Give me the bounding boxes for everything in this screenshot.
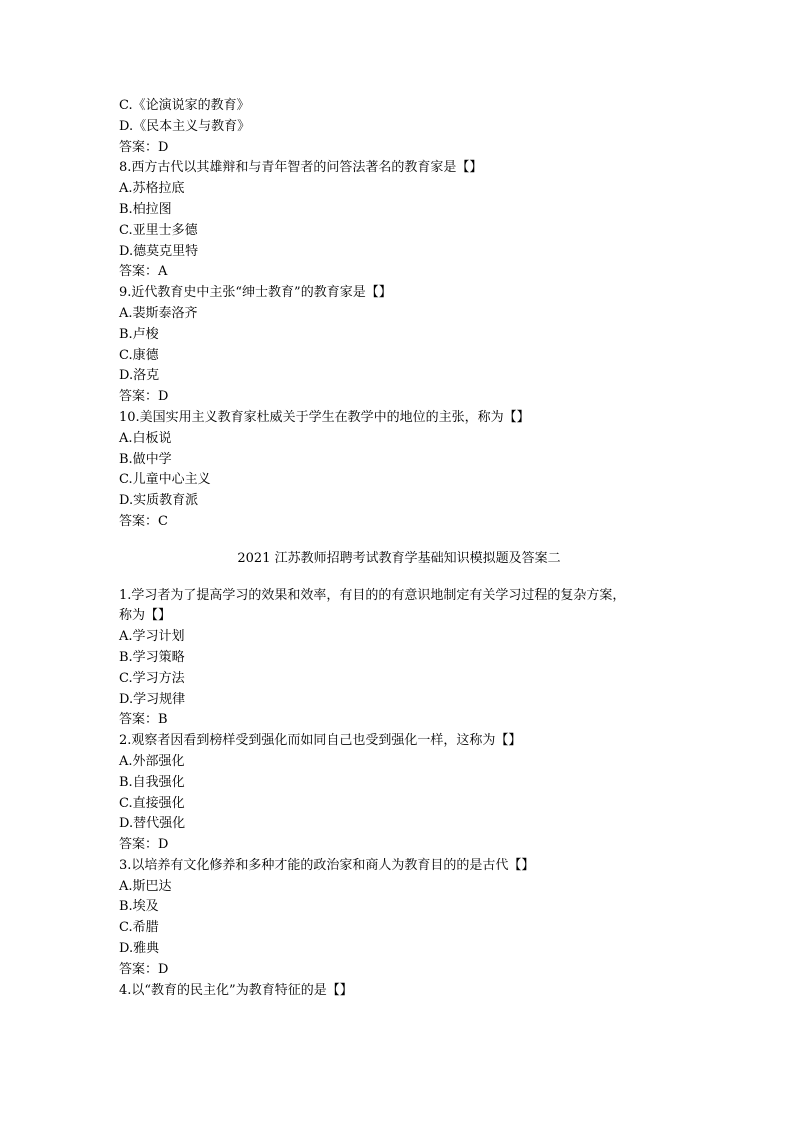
answer: 答案：D	[119, 389, 169, 405]
answer: 答案：D	[119, 837, 169, 853]
option-d: D.德莫克里特	[119, 243, 199, 259]
option-c: C.康德	[119, 347, 159, 363]
answer: 答案：C	[119, 513, 168, 529]
option-a: A.白板说	[119, 430, 172, 446]
option-c: C.亚里士多德	[119, 222, 198, 238]
option-d: D.雅典	[119, 941, 160, 957]
question-8: 8.西方古代以其雄辩和与青年智者的问答法著名的教育家是【】	[119, 160, 483, 176]
option-d: D.《民本主义与教育》	[119, 118, 251, 134]
option-d: D.洛克	[119, 368, 160, 384]
answer: 答案：A	[119, 264, 168, 280]
option-c: C.《论演说家的教育》	[119, 98, 250, 113]
question-1-cont: 称为【】	[119, 608, 172, 624]
spacer	[119, 533, 679, 549]
option-a: A.外部强化	[119, 753, 185, 769]
option-b: B.卢梭	[119, 326, 159, 342]
option-a: A.斯巴达	[119, 878, 172, 894]
option-d: D.学习规律	[119, 691, 186, 707]
section-title: 2021 江苏教师招聘考试教育学基础知识模拟题及答案二	[237, 550, 561, 566]
option-c: C.学习方法	[119, 670, 185, 686]
question-1: 1.学习者为了提高学习的效果和效率，有目的的有意识地制定有关学习过程的复杂方案，	[119, 587, 626, 603]
answer: 答案：B	[119, 712, 168, 728]
option-d: D.实质教育派	[119, 493, 199, 509]
option-b: B.自我强化	[119, 774, 185, 790]
question-3: 3.以培养有文化修养和多种才能的政治家和商人为教育目的的是古代【】	[119, 857, 535, 873]
option-c: C.直接强化	[119, 795, 185, 811]
option-a: A.学习计划	[119, 629, 185, 645]
option-c: C.儿童中心主义	[119, 472, 211, 488]
answer: 答案：D	[119, 961, 169, 977]
option-a: A.裴斯泰洛齐	[119, 305, 198, 321]
document-page	[119, 96, 679, 1001]
option-b: B.柏拉图	[119, 201, 172, 217]
question-4: 4.以“教育的民主化”为教育特征的是【】	[119, 982, 353, 998]
option-c: C.希腊	[119, 920, 159, 936]
answer: 答案：D	[119, 139, 169, 155]
question-2: 2.观察者因看到榜样受到强化而如同自己也受到强化一样，这称为【】	[119, 733, 522, 749]
section-questions-part1	[119, 96, 679, 533]
option-a: A.苏格拉底	[119, 181, 185, 197]
option-d: D.替代强化	[119, 816, 186, 832]
section-questions-part2	[119, 586, 679, 1002]
option-b: B.做中学	[119, 451, 172, 467]
option-b: B.埃及	[119, 899, 159, 915]
option-b: B.学习策略	[119, 649, 185, 665]
question-9: 9.近代教育史中主张“绅士教育”的教育家是【】	[119, 285, 392, 301]
question-10: 10.美国实用主义教育家杜威关于学生在教学中的地位的主张，称为【】	[119, 409, 530, 425]
